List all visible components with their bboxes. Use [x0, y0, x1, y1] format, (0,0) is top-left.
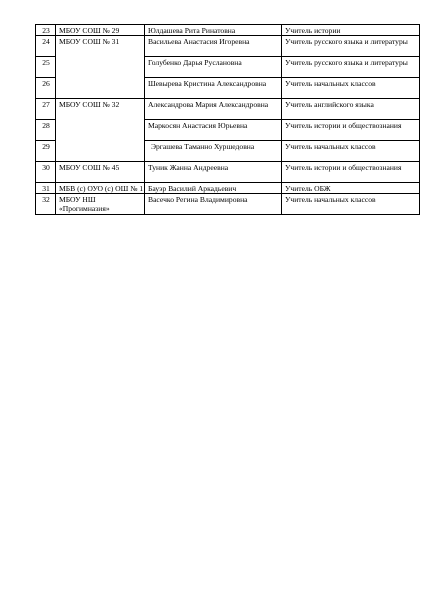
school-cell: МБОУ СОШ № 29: [56, 25, 145, 36]
position-cell: Учитель русского языка и литературы: [282, 36, 420, 57]
position-cell: Учитель истории: [282, 25, 420, 36]
position-cell: Учитель начальных классов: [282, 194, 420, 215]
name-cell: Голубенко Дарья Руслановна: [145, 57, 282, 78]
row-number: 28: [36, 120, 56, 141]
row-number: 30: [36, 162, 56, 183]
school-cell: МБВ (с) ОУО (с) ОШ № 1: [56, 183, 145, 194]
row-number: 23: [36, 25, 56, 36]
row-number: 25: [36, 57, 56, 78]
name-cell: Васечко Регина Владимировна: [145, 194, 282, 215]
position-cell: Учитель английского языка: [282, 99, 420, 120]
row-number: 32: [36, 194, 56, 215]
table-row: [36, 99, 420, 120]
position-cell: Учитель начальных классов: [282, 78, 420, 99]
school-cell: МБОУ СОШ № 45: [56, 162, 145, 183]
name-cell: Васильева Анастасия Игоревна: [145, 36, 282, 57]
name-cell: Эргашева Таманно Хуршедовна: [145, 141, 282, 162]
table-row: [36, 25, 420, 36]
row-number: 29: [36, 141, 56, 162]
row-number: 31: [36, 183, 56, 194]
staff-table: [35, 24, 420, 215]
school-cell: МБОУ СОШ № 31: [56, 36, 145, 99]
school-cell: МБОУ СОШ № 32: [56, 99, 145, 162]
table-row: [36, 183, 420, 194]
position-cell: Учитель русского языка и литературы: [282, 57, 420, 78]
position-cell: Учитель ОБЖ: [282, 183, 420, 194]
school-cell: МБОУ НШ «Прогимназия»: [56, 194, 145, 215]
table-row: [36, 162, 420, 183]
row-number: 26: [36, 78, 56, 99]
row-number: 27: [36, 99, 56, 120]
name-cell: Маркосян Анастасия Юрьевна: [145, 120, 282, 141]
name-cell: Юлдашева Рита Ринатовна: [145, 25, 282, 36]
name-cell: Бауэр Василий Аркадьевич: [145, 183, 282, 194]
row-number: 24: [36, 36, 56, 57]
name-cell: Шевырева Кристина Александровна: [145, 78, 282, 99]
table-row: [36, 194, 420, 215]
name-cell: Туник Жанна Андреевна: [145, 162, 282, 183]
table-row: [36, 36, 420, 57]
position-cell: Учитель истории и обществознания: [282, 162, 420, 183]
position-cell: Учитель истории и обществознания: [282, 120, 420, 141]
name-cell: Александрова Мария Александровна: [145, 99, 282, 120]
position-cell: Учитель начальных классов: [282, 141, 420, 162]
